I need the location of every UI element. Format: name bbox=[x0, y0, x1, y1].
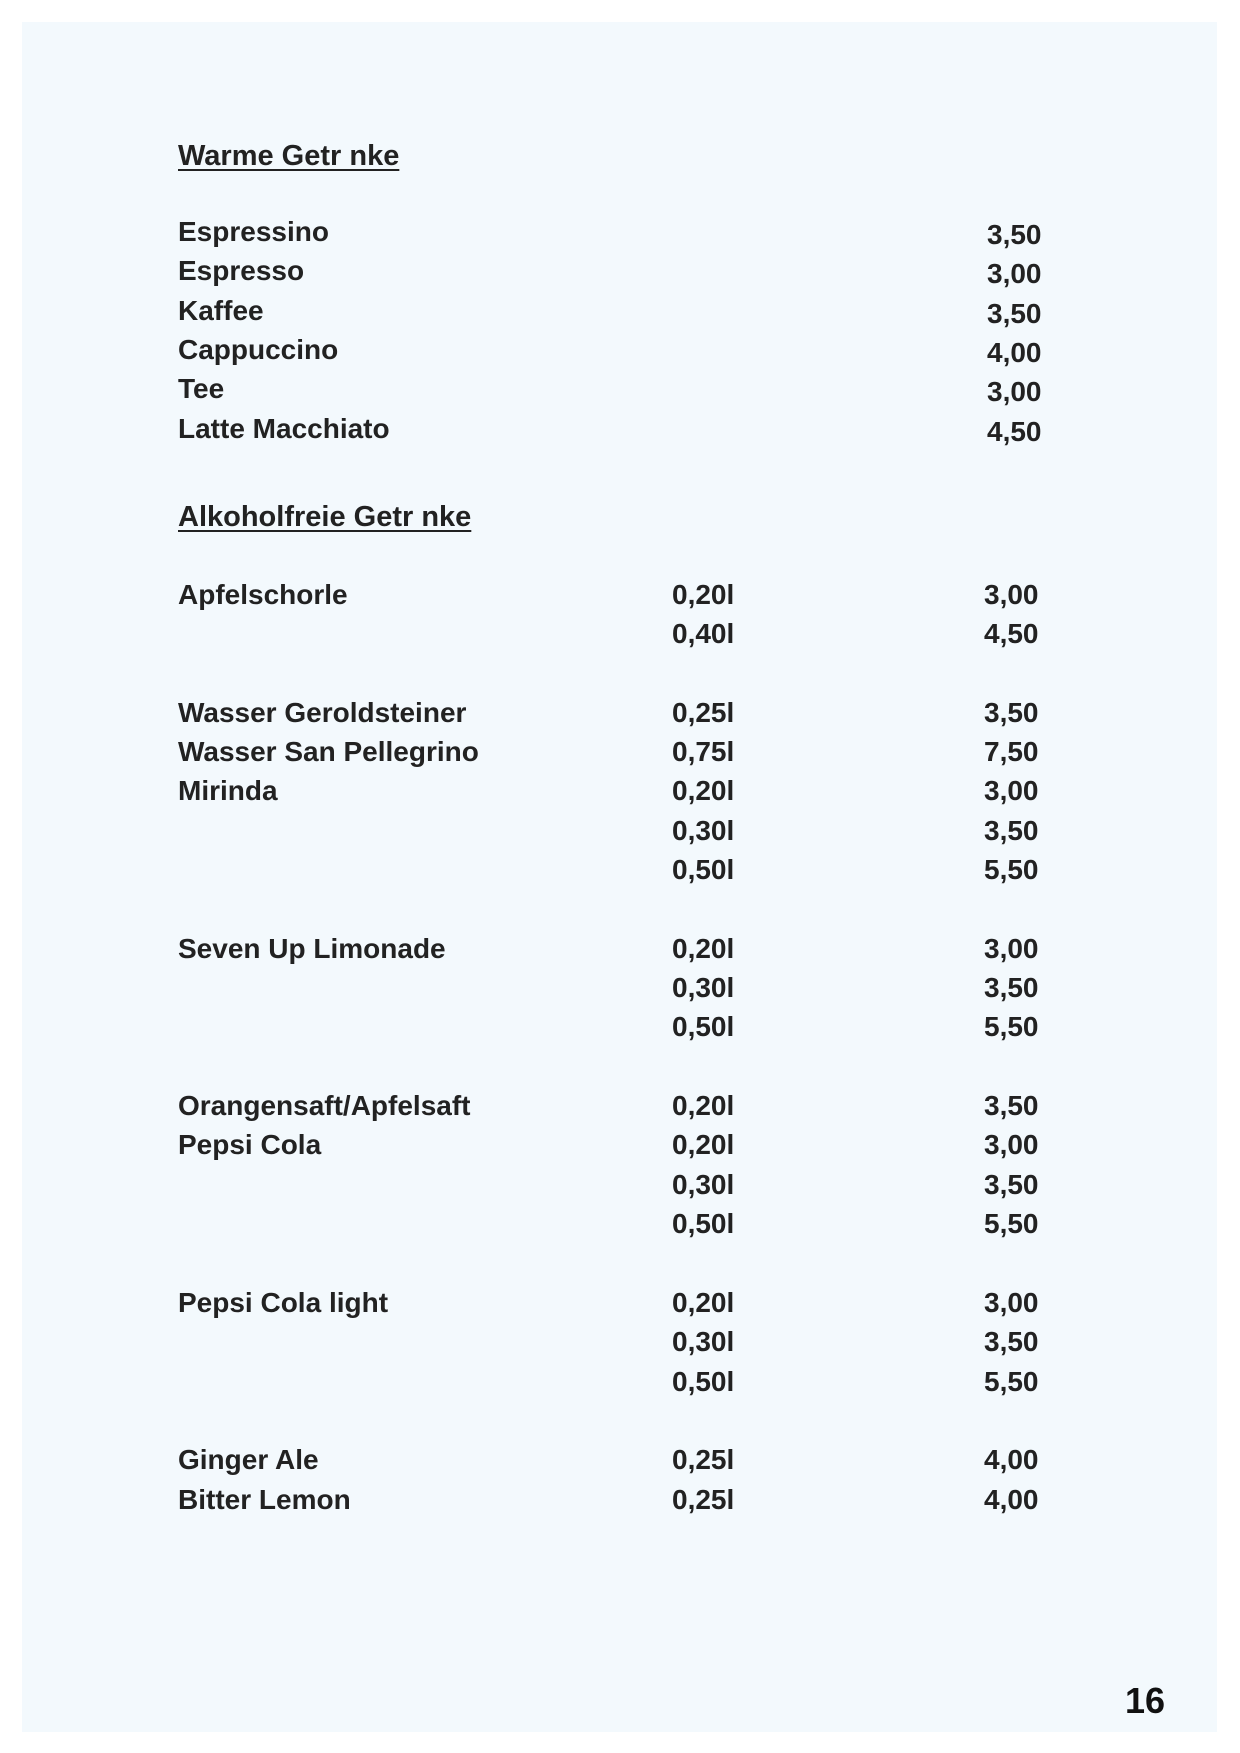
item-volume: 0,30l bbox=[672, 815, 735, 846]
item-price: 3,50 bbox=[984, 972, 1039, 1003]
item-name: Espressino bbox=[178, 216, 329, 247]
item-price: 5,50 bbox=[984, 1208, 1039, 1239]
item-name: Latte Macchiato bbox=[178, 413, 390, 444]
item-volume: 0,20l bbox=[672, 1090, 735, 1121]
item-name: Wasser San Pellegrino bbox=[178, 736, 479, 767]
item-volume: 0,20l bbox=[672, 775, 735, 806]
menu-item bbox=[22, 1440, 1217, 1479]
menu-item bbox=[22, 575, 1217, 614]
item-volume: 0,75l bbox=[672, 736, 735, 767]
menu-item bbox=[22, 251, 1217, 290]
item-volume: 0,40l bbox=[672, 618, 735, 649]
menu-item bbox=[22, 1362, 1217, 1401]
item-price: 3,00 bbox=[987, 258, 1042, 289]
menu-item bbox=[22, 409, 1217, 448]
menu-item bbox=[22, 929, 1217, 968]
item-name: Mirinda bbox=[178, 775, 278, 806]
item-price: 3,50 bbox=[984, 1090, 1039, 1121]
item-price: 3,00 bbox=[984, 1287, 1039, 1318]
menu-item bbox=[22, 811, 1217, 850]
item-volume: 0,25l bbox=[672, 697, 735, 728]
item-volume: 0,20l bbox=[672, 933, 735, 964]
menu-item bbox=[22, 614, 1217, 653]
item-volume: 0,30l bbox=[672, 1326, 735, 1357]
item-name: Pepsi Cola light bbox=[178, 1287, 389, 1318]
section-title-soft-drinks: Alkoholfreie Getr nke bbox=[178, 501, 472, 533]
menu-item bbox=[22, 330, 1217, 369]
item-volume: 0,20l bbox=[672, 1287, 735, 1318]
item-price: 3,00 bbox=[984, 1129, 1039, 1160]
item-volume: 0,30l bbox=[672, 972, 735, 1003]
item-volume: 0,25l bbox=[672, 1444, 735, 1475]
menu-item bbox=[22, 968, 1217, 1007]
item-price: 3,50 bbox=[984, 815, 1039, 846]
item-name: Wasser Geroldsteiner bbox=[178, 697, 467, 728]
item-price: 3,00 bbox=[984, 933, 1039, 964]
menu-item bbox=[22, 1125, 1217, 1164]
item-volume: 0,50l bbox=[672, 1011, 735, 1042]
item-price: 5,50 bbox=[984, 1011, 1039, 1042]
item-name: Seven Up Limonade bbox=[178, 933, 446, 964]
menu-item bbox=[22, 369, 1217, 408]
item-name: Apfelschorle bbox=[178, 579, 348, 610]
item-price: 4,50 bbox=[984, 618, 1039, 649]
item-volume: 0,20l bbox=[672, 579, 735, 610]
item-name: Ginger Ale bbox=[178, 1444, 319, 1475]
menu-item bbox=[22, 212, 1217, 251]
item-price: 7,50 bbox=[984, 736, 1039, 767]
item-name: Orangensaft/Apfelsaft bbox=[178, 1090, 471, 1121]
menu-item bbox=[22, 771, 1217, 810]
menu-item bbox=[22, 1007, 1217, 1046]
item-volume: 0,50l bbox=[672, 1366, 735, 1397]
item-price: 3,00 bbox=[984, 775, 1039, 806]
item-price: 4,00 bbox=[987, 337, 1042, 368]
item-name: Bitter Lemon bbox=[178, 1484, 351, 1515]
item-volume: 0,25l bbox=[672, 1484, 735, 1515]
item-price: 5,50 bbox=[984, 854, 1039, 885]
item-price: 3,50 bbox=[987, 219, 1042, 250]
menu-item bbox=[22, 732, 1217, 771]
page-number: 16 bbox=[1124, 1680, 1165, 1721]
item-price: 4,50 bbox=[987, 416, 1042, 447]
item-name: Espresso bbox=[178, 255, 305, 286]
item-name: Cappuccino bbox=[178, 334, 339, 365]
item-price: 3,00 bbox=[984, 579, 1039, 610]
item-volume: 0,50l bbox=[672, 854, 735, 885]
item-price: 3,00 bbox=[987, 376, 1042, 407]
menu-item bbox=[22, 1204, 1217, 1243]
item-price: 3,50 bbox=[984, 697, 1039, 728]
menu-item bbox=[22, 1086, 1217, 1125]
menu-page bbox=[22, 22, 1217, 1732]
section-title-warm-drinks: Warme Getr nke bbox=[178, 140, 400, 172]
menu-item bbox=[22, 850, 1217, 889]
item-price: 4,00 bbox=[984, 1444, 1039, 1475]
item-price: 5,50 bbox=[984, 1366, 1039, 1397]
item-price: 4,00 bbox=[984, 1484, 1039, 1515]
item-name: Kaffee bbox=[178, 295, 264, 326]
menu-item bbox=[22, 291, 1217, 330]
menu-item bbox=[22, 1480, 1217, 1519]
item-price: 3,50 bbox=[984, 1326, 1039, 1357]
item-volume: 0,50l bbox=[672, 1208, 735, 1239]
item-volume: 0,30l bbox=[672, 1169, 735, 1200]
item-price: 3,50 bbox=[987, 298, 1042, 329]
menu-item bbox=[22, 693, 1217, 732]
item-name: Pepsi Cola bbox=[178, 1129, 322, 1160]
item-name: Tee bbox=[178, 373, 225, 404]
menu-item bbox=[22, 1322, 1217, 1361]
menu-item bbox=[22, 1283, 1217, 1322]
item-volume: 0,20l bbox=[672, 1129, 735, 1160]
item-price: 3,50 bbox=[984, 1169, 1039, 1200]
menu-item bbox=[22, 1165, 1217, 1204]
